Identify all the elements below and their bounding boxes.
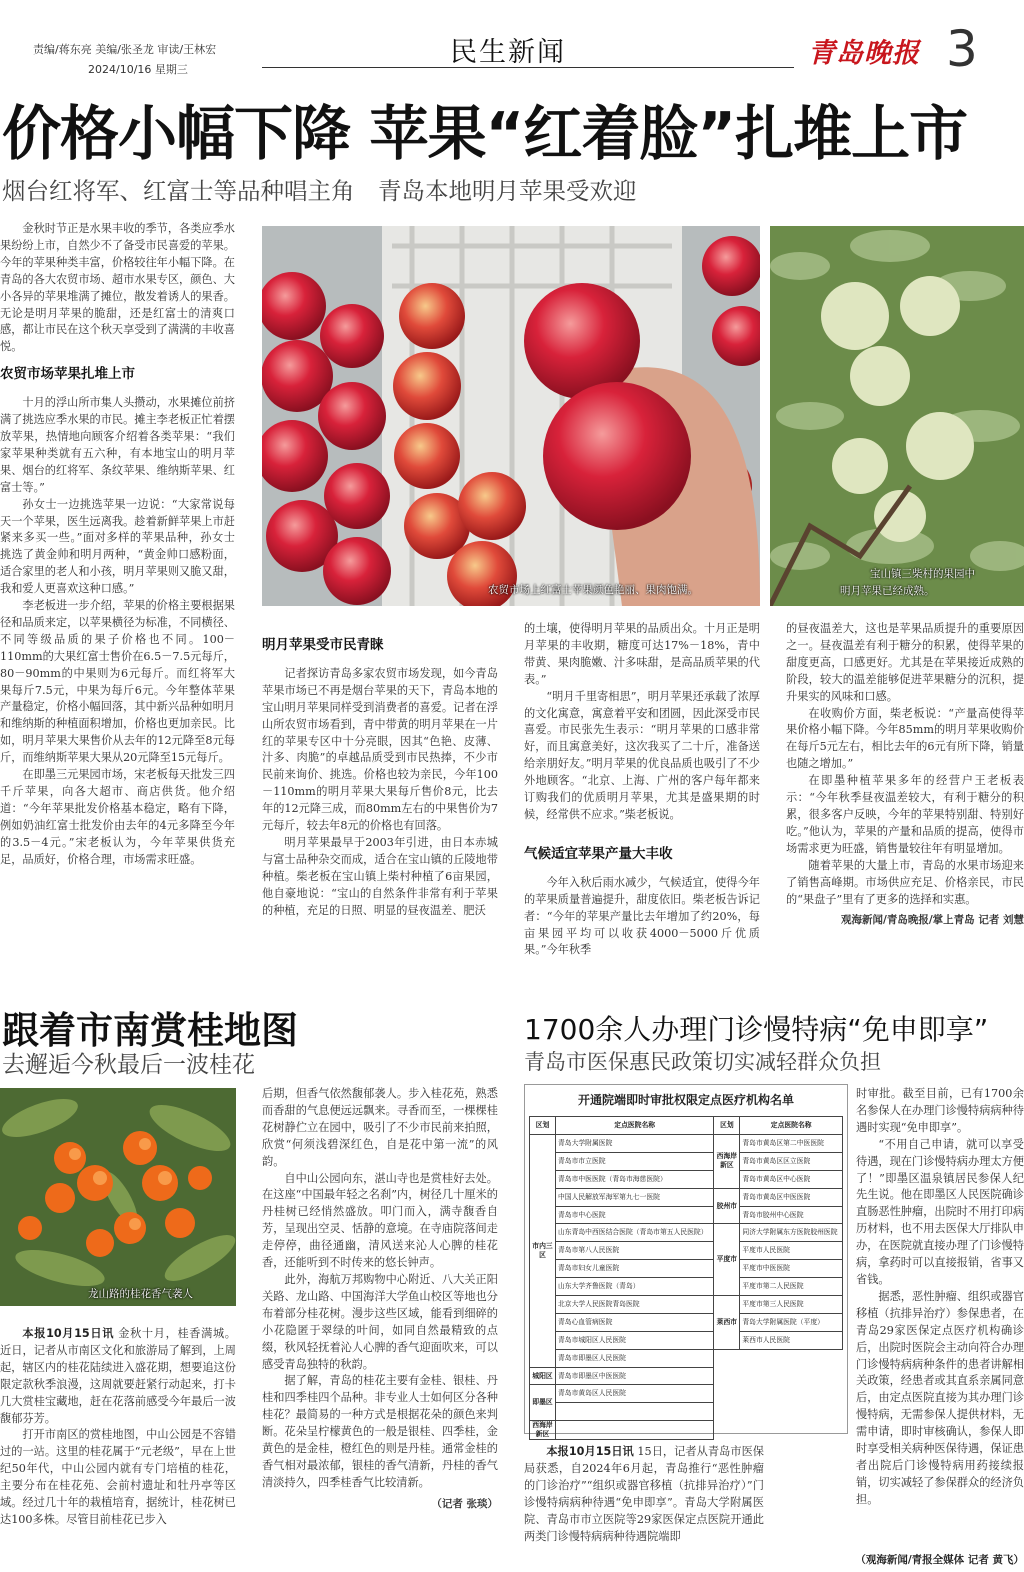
table-hospital-cell: 青岛市即墨区人民医院 [556, 1349, 714, 1367]
paragraph: 今年入秋后雨水减少，气候适宜，使得今年的苹果质量普遍提升，甜度依旧。柴老板告诉记者：“今年的苹果产量比去年增加了约20%，每亩果园平均可以收获4000－5000斤优质果。”今年秋季 [524, 875, 760, 957]
headline-apples: 价格小幅下降 苹果“红着脸”扎堆上市 [2, 99, 968, 168]
orchard-photo [770, 226, 1024, 606]
osmanthus-photo [0, 1088, 236, 1306]
table-row [530, 1152, 843, 1170]
table-row [530, 1421, 843, 1440]
table-hospital-cell: 青岛市胶州中心医院 [740, 1206, 843, 1224]
table-header: 区划 [714, 1117, 740, 1135]
table-hospital-cell: 同济大学附属东方医院胶州医院 [740, 1224, 843, 1242]
section-title: 民生新闻 [450, 37, 566, 68]
dateline: 本报10月15日讯 [546, 1445, 634, 1458]
paragraph: 金秋时节正是水果丰收的季节，各类应季水果纷纷上市，自然少不了备受市民喜爱的苹果。今年的苹果种类丰富，价格较往年小幅下降。在青岛的各大农贸市场、超市水果专区，颜色、大小各异的苹果堆满了摊位，散发着诱人的果香。无论是明月苹果的脆甜，还是红富士的清爽口感，都让市民在这个秋天享受到了满满的丰收喜悦。 [0, 222, 235, 354]
table-hospital-cell: 青岛市城阳区人民医院 [556, 1331, 714, 1349]
table-hospital-cell: 青岛市黄岛区区立医院 [740, 1152, 843, 1170]
headline-insurance: 1700余人办理门诊慢特病“免申即享” [524, 1013, 989, 1046]
table-hospital-cell: 青岛市黄岛区中心医院 [740, 1170, 843, 1188]
paragraph: 的土壤，使得明月苹果的品质出众。十月正是明月苹果的丰收期，糖度可达17%－18%，青中带黄、果肉脆嫩、汁多味甜，是高品质苹果的代表。” [524, 622, 760, 686]
table-hospital-cell: 北京大学人民医院青岛医院 [556, 1296, 714, 1314]
paragraph: 李老板进一步介绍，苹果的价格主要根据果径和品质来定，以苹果横径为标准，不同横径、不同等级品质的果子价格也不同。100－110mm的大果红富士售价在6.5－7.5元每斤，80－90mm的中果则为6元每斤。而红将军大果每斤7.5元，中果为每斤6元。今年整体苹果产量稳定，价格小幅回落，其中新兴品种如明月和维纳斯的种植面积增加，价格也更加亲民。比如，明月苹果大果售价从去年的12元降至8元每斤，而维纳斯苹果大果从20元降至15元每斤。 [0, 599, 235, 765]
hospital-table [529, 1116, 843, 1440]
table-row [530, 1260, 843, 1278]
orchard-caption-line2: 明月苹果已经成熟。 [840, 585, 935, 597]
apple-column-1 [0, 221, 235, 983]
table-hospital-cell: 青岛市中医医院（青岛市海慈医院） [556, 1170, 714, 1188]
paragraph: 此外，海航万邦购物中心附近、八大关正阳关路、龙山路、中国海洋大学鱼山校区等地也分布着部分桂花树。漫步这些区域，能看到细碎的小花隐匿于翠绿的叶间，如同自然最精致的点缀，秋风轻抚着沁人心脾的香气迎面吹来，可以感受青岛独特的秋韵。 [262, 1272, 498, 1371]
table-area-cell: 市内三区 [530, 1135, 556, 1368]
table-row [530, 1313, 843, 1331]
paragraph: 据了解，青岛的桂花主要有金桂、银桂、丹桂和四季桂四个品种。非专业人士如何区分各种桂花？最简易的一种方式是根据花朵的颜色来判断。花朵呈柠檬黄色的一般是银桂、四季桂，金黄色的是金桂，橙红色的则是丹桂。通常金桂的香气相对最浓郁，银桂的香气清新，丹桂的香气清淡持久，四季桂香气比较清新。 [262, 1374, 498, 1489]
insurance-column-1 [524, 1444, 764, 1572]
hospital-table-box [524, 1084, 848, 1439]
paragraph: 十月的浮山所市集人头攒动，水果摊位前挤满了挑选应季水果的市民。摊主李老板正忙着摆放苹果，热情地向顾客介绍着各类苹果：“我们家苹果种类就有五六种，有本地宝山的明月苹果、烟台的红将军、条纹苹果、维纳斯苹果、红富士等。” [0, 396, 235, 494]
table-hospital-cell: 青岛市中心医院 [556, 1206, 714, 1224]
table-area-cell: 城阳区 [530, 1367, 556, 1385]
paragraph: 据悉，恶性肿瘤、组织或器官移植（抗排异治疗）参保患者，在青岛29家医保定点医疗机构确诊后，出院时医院会主动向符合办理门诊慢特病病种条件的患者讲解相关政策，经患者或其直系亲属同意后，由定点医院直接为其办理门诊慢特病，无需参保人提供材料，无需申请，即时审核确认，参保人即时享受相关病种医保待遇，保证患者出院后门诊慢特病用药接续报销，切实减轻了参保群众的经济负担。 [856, 1289, 1024, 1506]
table-hospital-cell: 青岛市黄岛区中医医院 [740, 1188, 843, 1206]
paragraph: 金秋十月，桂香满城。近日，记者从市南区文化和旅游局了解到，上周起，辖区内的桂花陆续进入盛花期，想要追这份限定款秋季浪漫，这周就要赶紧行动起来，打卡几大赏桂宝藏地，赶在花落前感受今年最后一波馥郁芬芳。 [0, 1327, 236, 1425]
apple-column-3 [524, 621, 760, 983]
table-hospital-cell: 青岛市黄岛区第二中医医院 [740, 1135, 843, 1153]
paragraph: 后期，但香气依然馥郁袭人。步入桂花苑，熟悉而香甜的气息便远远飘来。寻香而至，一棵棵桂花树静伫立在园中，吸引了不少市民前来拍照，欣赏“何须浅碧深红色，自是花中第一流”的风韵。 [262, 1087, 498, 1168]
subheading-market: 农贸市场苹果扎堆上市 [0, 366, 135, 383]
paragraph: 记者探访青岛多家农贸市场发现，如今青岛苹果市场已不再是烟台苹果的天下，青岛本地的宝山明月苹果同样受到消费者的喜爱。记者在浮山所农贸市场看到，青中带黄的明月苹果在一片红的苹果专区中十分亮眼，因其“色艳、皮薄、汁多、肉脆”的卓越品质受到市民热捧，不少市民前来询价、挑选。价格也较为亲民，今年100－110mm的明月苹果大果每斤售价8元，比去年的12元降三成，而80mm左右的中果售价为7元每斤，较去年8元的价格也有回落。 [262, 666, 498, 833]
subhead-osmanthus: 去邂逅今秋最后一波桂花 [2, 1052, 255, 1078]
table-hospital-cell [556, 1421, 714, 1440]
table-hospital-cell [556, 1403, 714, 1421]
apple-stall-photo [262, 226, 760, 606]
table-hospital-cell: 莱西市人民医院 [740, 1331, 843, 1349]
table-area-cell: 胶州市 [714, 1188, 740, 1224]
table-hospital-cell: 中国人民解放军海军第九七一医院 [556, 1188, 714, 1206]
insurance-column-2 [856, 1086, 1024, 1572]
apple-column-2 [262, 627, 498, 983]
editor-credits: 责编/蒋东亮 美编/张圣龙 审读/王林宏 [33, 43, 217, 56]
table-row [530, 1170, 843, 1188]
table-row [530, 1367, 843, 1385]
table-header: 区划 [530, 1117, 556, 1135]
table-row [530, 1331, 843, 1349]
newspaper-logo: 青岛晚报 [808, 38, 920, 69]
paragraph: “明月千里寄相思”，明月苹果还承载了浓厚的文化寓意，寓意着平安和团圆，因此深受市民喜爱。市民张先生表示：“明月苹果的口感非常好，而且寓意美好，这次我买了二十斤，准备送给亲朋好友。”明月苹果的优良品质也吸引了不少外地顾客。“北京、上海、广州的客户每年都来订购我们的优质明月苹果，尤其是盛果期的时候，经常供不应求。”柴老板说。 [524, 689, 760, 821]
subheading-climate: 气候适宜苹果产量大丰收 [524, 845, 673, 862]
table-row [530, 1403, 843, 1421]
osmanthus-column-1 [0, 1326, 236, 1572]
table-row [530, 1296, 843, 1314]
table-area-cell: 即墨区 [530, 1385, 556, 1421]
apple-column-4 [786, 621, 1024, 985]
orchard-caption-line1: 宝山镇三柴村的果园中 [870, 568, 975, 580]
table-hospital-cell: 青岛市市立医院 [556, 1152, 714, 1170]
subheading-mingyue: 明月苹果受市民青睐 [262, 637, 384, 653]
table-hospital-cell: 山东青岛中西医结合医院（青岛市第五人民医院） [556, 1224, 714, 1242]
paragraph: 时审批。截至目前，已有1700余名参保人在办理门诊慢特病病种待遇时实现“免申即享”。 [856, 1087, 1024, 1134]
table-hospital-cell: 山东大学齐鲁医院（青岛） [556, 1278, 714, 1296]
paragraph: “不用自己申请，就可以享受待遇，现在门诊慢特病办理太方便了！”即墨区温泉镇居民参保人纪先生说。他在即墨区人民医院确诊直肠恶性肿瘤，出院时不用打印病历材料，也不用去医保大厅排队申办，在医院就直接办理了门诊慢特病，拿药时可以直接报销，省事又省钱。 [856, 1137, 1024, 1286]
table-hospital-cell: 青岛心血管病医院 [556, 1313, 714, 1331]
table-area-cell: 莱西市 [714, 1296, 740, 1350]
paragraph: 在即墨种植苹果多年的经营户王老板表示：“今年秋季昼夜温差较大，有利于糖分的积累，很多客户反映，今年的苹果特别甜、特别好吃。”他认为，苹果的产量和品质的提高，使得市场需求更为旺盛，销售量较往年有明显增加。 [786, 774, 1024, 855]
table-row [530, 1188, 843, 1206]
apple-stall-illustration [262, 226, 760, 606]
table-hospital-cell: 青岛市黄岛区人民医院 [556, 1385, 714, 1403]
paragraph: 孙女士一边挑选苹果一边说：“大家常说每天一个苹果，医生远离我。趁着新鲜苹果上市赶紧来多买一些。”面对多样的苹果品种，孙女士挑选了黄金帅和明月两种，“黄金帅口感粉面，适合家里的老人和小孩，明月苹果则又脆又甜，我和爱人更喜欢这种口感。” [0, 497, 235, 596]
apple-photo-caption: 农贸市场上红富士苹果颜色艳丽、果肉饱满。 [488, 584, 698, 596]
paragraph: 打开市南区的赏桂地图，中山公园是不容错过的一站。这里的桂花属于“元老级”，早在上世纪50年代，中山公园内就有专门培植的桂花，主要分布在桂花苑、会前村遗址和牡丹亭等区域。经过几十年的栽植培育，据统计，桂花树已达100多株。尽管目前桂花已步入 [0, 1428, 236, 1526]
page-number: 3 [946, 20, 978, 78]
table-hospital-cell: 青岛市第八人民医院 [556, 1242, 714, 1260]
insurance-byline: （观海新闻/青报全媒体 记者 黄飞） [786, 1552, 1024, 1567]
table-hospital-cell: 平度市第二人民医院 [740, 1278, 843, 1296]
table-hospital-cell: 青岛大学附属医院 [556, 1135, 714, 1153]
table-hospital-cell: 平度市中医医院 [740, 1260, 843, 1278]
table-hospital-cell: 平度市人民医院 [740, 1242, 843, 1260]
table-row [530, 1349, 843, 1367]
apple-byline: 观海新闻/青岛晚报/掌上青岛 记者 刘慧 [841, 914, 1024, 927]
subhead-apples: 烟台红将军、红富士等品种唱主角 青岛本地明月苹果受欢迎 [2, 177, 637, 205]
table-hospital-cell: 平度市第三人民医院 [740, 1296, 843, 1314]
table-area-cell: 平度市 [714, 1224, 740, 1296]
issue-date: 2024/10/16 星期三 [88, 63, 188, 76]
table-row [530, 1385, 843, 1403]
osmanthus-column-2 [262, 1086, 498, 1572]
osmanthus-illustration [0, 1088, 236, 1306]
paragraph: 随着苹果的大量上市，青岛的水果市场迎来了销售高峰期。市场供应充足、价格亲民，市民的“果盘子”里有了更多的选择和实惠。 [786, 858, 1024, 906]
table-row [530, 1278, 843, 1296]
table-header: 定点医院名称 [556, 1117, 714, 1135]
table-row [530, 1206, 843, 1224]
table-row [530, 1224, 843, 1242]
dateline: 本报10月15日讯 [22, 1327, 115, 1340]
table-hospital-cell: 青岛市妇女儿童医院 [556, 1260, 714, 1278]
table-header: 定点医院名称 [740, 1117, 843, 1135]
table-hospital-cell: 青岛大学附属医院（平度） [740, 1313, 843, 1331]
table-hospital-cell: 青岛市即墨区中医医院 [556, 1367, 714, 1385]
orchard-illustration [770, 226, 1024, 606]
table-area-cell: 西海岸新区 [714, 1135, 740, 1189]
osmanthus-caption: 龙山路的桂花香气袭人 [88, 1288, 193, 1300]
table-area-cell: 西海岸新区 [530, 1421, 556, 1440]
paragraph: 15日，记者从青岛市医保局获悉，自2024年6月起，青岛推行“恶性肿瘤的门诊治疗”“组织或器官移植（抗排异治疗）”门诊慢特病病种待遇“免申即享”。青岛大学附属医院、青岛市市立医院等29家医保定点医院开通此两类门诊慢特病病种待遇院端即 [524, 1445, 764, 1543]
paragraph: 自中山公园向东，湛山寺也是赏桂好去处。在这座“中国最年轻之名刹”内，树径几十厘米的丹桂树已经悄然盛放。叩门而入，满寺馥香自芳，呈现出空灵、恬静的意境。在寺庙院落间走走停停，曲径通幽，清风送来沁人心脾的桂花香，还能听到不时传来的悠长钟声。 [262, 1171, 498, 1270]
table-row [530, 1135, 843, 1153]
table-title: 开通院端即时审批权限定点医疗机构名单 [577, 1093, 794, 1107]
headline-osmanthus: 跟着市南赏桂地图 [2, 1009, 298, 1052]
table-row [530, 1242, 843, 1260]
paragraph: 的昼夜温差大，这也是苹果品质提升的重要原因之一。昼夜温差有利于糖分的积累，使得苹果的甜度更高，口感更好。尤其是在苹果接近成熟的阶段，较大的温差能够促进苹果糖分的沉积，提升果实的风味和口感。 [786, 622, 1024, 703]
paragraph: 在即墨三元果园市场，宋老板每天批发三四千斤苹果，向各大超市、商店供货。他介绍道：“今年苹果批发价格基本稳定，略有下降，例如奶油红富士批发价由去年的4元多降至今年的3.5－4元。”宋老板认为，今年苹果供货充足，品质好，价格合理，市场需求旺盛。 [0, 768, 235, 866]
osmanthus-byline: （记者 张琰） [431, 1497, 498, 1510]
paragraph: 在收购价方面，柴老板说：“产量高使得苹果价格小幅下降。今年85mm的明月苹果收购价在每斤5元左右，相比去年的6元有所下降，销量也随之增加。” [786, 706, 1024, 771]
hospital-table-body [530, 1135, 843, 1440]
subhead-insurance: 青岛市医保惠民政策切实减轻群众负担 [524, 1050, 881, 1074]
paragraph: 明月苹果最早于2003年引进，由日本赤城与富士品种杂交而成，适合在宝山镇的丘陵地带种植。柴老板在宝山镇上柴村种植了6亩果园，他自豪地说：“宝山的自然条件非常有利于苹果的种植，充足的日照、明显的昼夜温差、肥沃 [262, 835, 498, 917]
